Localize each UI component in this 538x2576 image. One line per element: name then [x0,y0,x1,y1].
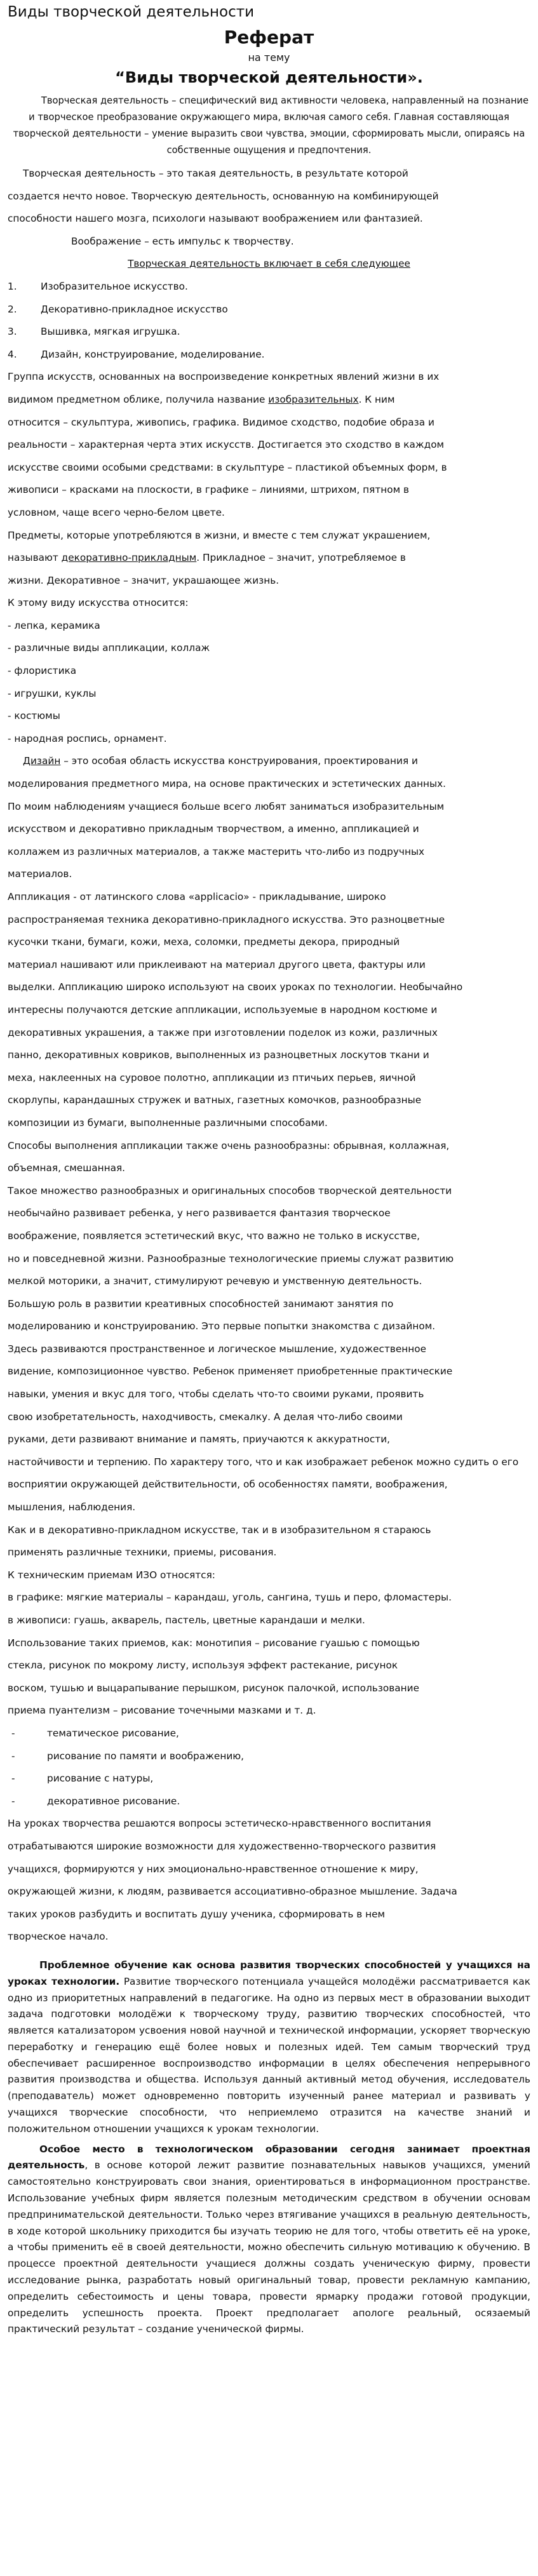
list-item-text: рисование с натуры, [47,1773,154,1785]
list-item-text: тематическое рисование, [47,1727,179,1739]
list-item: - народная роспись, орнамент. [8,732,167,744]
text-line: видение, композиционное чувство. Ребенок применяет приобретенные практические [8,1365,453,1378]
text-line: руками, дети развивают внимание и память, приучаются к аккуратности, [8,1433,391,1446]
text-line: объемная, смешанная. [8,1162,126,1174]
list-dash: - [11,1795,15,1807]
list-dash: - [11,1727,15,1739]
text-line: На уроках творчества решаются вопросы эстетическо-нравственного воспитания [8,1818,431,1830]
list-dash: - [11,1773,15,1785]
list-item-text: декоративное рисование. [47,1795,180,1807]
text-line: мышления, наблюдения. [8,1501,136,1513]
paragraph-imagination: Воображение – есть импульс к творчеству. [71,235,294,247]
text-line: Такое множество разнообразных и оригинальных способов творческой деятельности [8,1184,452,1197]
section-paragraph [8,2142,530,2338]
text-line: искусством и декоративно прикладным творчеством, а именно, аппликацией и [8,823,419,835]
text-line: интересны получаются детские аппликации, используемые в народном костюме и [8,1003,438,1016]
list-number: 2. [8,303,17,315]
text-line: панно, декоративных ковриков, выполненных из разноцветных лоскутов ткани и [8,1049,429,1061]
text-line: искусстве своими особыми средствами: в скульптуре – пластикой объемных форм, в [8,461,447,473]
text-fragment: . Прикладное – значит, употребляемое в [196,552,406,564]
list-item-text: Дизайн, конструирование, моделирование. [41,348,265,360]
document-header: Виды творческой деятельности [8,4,255,20]
text-fragment: – это особая область искусства конструирования, проектирования и [60,755,418,767]
text-line: коллажем из различных материалов, а также мастерить что-либо из подручных [8,845,425,857]
list-item: - игрушки, куклы [8,687,97,699]
list-intro-underlined: Творческая деятельность включает в себя следующее [128,258,410,270]
list-item-text: рисование по памяти и воображению, [47,1750,245,1762]
list-item [8,299,530,321]
section-heading: Проблемное обучение как основа развития творческих способностей у учащихся на уроках технологии. [8,1959,530,1987]
text-line: выделки. Аппликацию широко используют на своих уроках по технологии. Необычайно [8,981,463,993]
paragraph-definition-3: способности нашего мозга, психологи называют воображением или фантазией. [8,213,423,225]
paragraph-definition-2: создается нечто новое. Творческую деятельность, основанную на комбинирующей [8,190,439,202]
list-dash: - [11,1750,15,1762]
subtitle-na-temu: на тему [248,51,290,64]
list-item [8,344,530,366]
section-project-activity [8,2142,530,2338]
text-fragment: . К ним [358,393,395,405]
text-line: воском, тушью и выцарапывание перышком, рисунок палочкой, использование [8,1682,420,1694]
section-problem-learning [8,1957,530,2138]
text-line: Как и в декоративно-прикладном искусстве, так и в изобразительном я стараюсь [8,1524,431,1536]
text-line: моделированию и конструированию. Это первые попытки знакомства с дизайном. [8,1320,436,1332]
section-text: , в основе которой лежит развитие познавательных навыков учащихся, умений самостоятельно конструировать свои знания, ориентироваться в информационном пространстве. Использование учебных фирм является полезным методическим средством в обучении основам предпринимательской деятельности. Только через втягивание учащихся в реальную деятельность, в ходе которой школьнику приходится бы изучать теорию не для того, чтобы ответить её на уроке, а чтобы применить её в своей деятельности, можно обеспечить сильную мотивацию к обучению. В процессе проектной деятельности учащиеся должны создать ученическую фирму, провести исследование рынка, разработать новый оригинальный товар, провести рекламную кампанию, определить себестоимость и цены товара, провести ярмарку продажи готовой продукции, определить успешность проекта. Проект предполагает апологе реальный, осязаемый практический результат – создание ученической фирмы. [8,2159,530,2335]
list-number: 1. [8,280,17,292]
list-number: 3. [8,326,17,338]
section-heading: Особое место в технологическом образовании сегодня занимает проектная деятельность [8,2143,530,2171]
list-item: - различные виды аппликации, коллаж [8,642,210,654]
text-line: таких уроков разбудить и воспитать душу ученика, сформировать в нем [8,1908,386,1920]
text-line: творческое начало. [8,1931,109,1943]
text-line: свою изобретательность, находчивость, смекалку. А делая что-либо своими [8,1411,403,1423]
text-line: но и повседневной жизни. Разнообразные технологические приемы служат развитию [8,1252,454,1265]
paragraph-definition-1: Творческая деятельность – это такая деятельность, в результате которой [23,168,408,179]
section-paragraph [8,1957,530,2138]
text-line: реальности – характерная черта этих искусств. Достигается это сходство в каждом [8,439,445,451]
text-fragment: называют [8,552,62,564]
text-line: Большую роль в развитии креативных способностей занимают занятия по [8,1298,394,1310]
text-line: воображение, появляется эстетический вкус, что важно не только в искусстве, [8,1230,420,1242]
text-line: в графике: мягкие материалы – карандаш, уголь, сангина, тушь и перо, фломастеры. [8,1592,452,1604]
underlined-term: Дизайн [23,755,61,767]
text-line: декоративных украшения, а также при изготовлении поделок из кожи, различных [8,1026,438,1038]
text-line [8,750,530,773]
text-line: Предметы, которые употребляются в жизни, и вместе с тем служат украшением, [8,529,431,541]
text-line: приема пуантелизм – рисование точечными мазками и т. д. [8,1705,316,1717]
text-line: учащихся, формируются у них эмоционально-нравственное отношение к миру, [8,1863,419,1875]
text-line: необычайно развивает ребенка, у него развивается фантазия творческое [8,1207,391,1219]
text-line: меха, наклеенных на суровое полотно, аппликации из птичьих перьев, яичной [8,1071,416,1083]
list-item-text: Декоративно-прикладное искусство [41,303,228,315]
text-line: К техническим приемам ИЗО относятся: [8,1569,215,1581]
text-line: стекла, рисунок по мокрому листу, используя эффект растекание, рисунок [8,1660,398,1672]
list-number: 4. [8,348,17,360]
page-title: “Виды творческой деятельности». [115,69,423,86]
text-line: мелкой моторики, а значит, стимулируют речевую и умственную деятельность. [8,1275,422,1287]
list-item: - флористика [8,665,77,677]
text-line: К этому виду искусства относится: [8,597,189,609]
text-line: навыки, умения и вкус для того, чтобы сделать что-то своими руками, проявить [8,1388,424,1400]
text-line: материал нашивают или приклеивают на материал другого цвета, фактуры или [8,958,426,970]
text-line: Аппликация - от латинского слова «applicacio» - прикладывание, широко [8,891,386,902]
list-item [8,321,530,344]
text-line: окружающей жизни, к людям, развивается ассоциативно-образное мышление. Задача [8,1886,457,1898]
text-line: применять различные техники, приемы, рисования. [8,1546,277,1559]
text-line: Способы выполнения аппликации также очень разнообразны: обрывная, коллажная, [8,1139,450,1151]
list-item [8,276,530,299]
text-fragment: видимом предметном облике, получила название [8,393,269,405]
underlined-term: декоративно-прикладным [61,552,197,564]
text-line [8,389,530,412]
list-item [8,1745,530,1768]
numbered-list [8,276,530,366]
list-item: - лепка, керамика [8,619,100,631]
text-line: отрабатываются широкие возможности для художественно-творческого развития [8,1840,436,1852]
dash-list-kinds [8,615,530,751]
list-item: - костюмы [8,710,60,722]
text-line: скорлупы, карандашных стружек и ватных, газетных комочков, разнообразные [8,1094,422,1106]
text-line: относится – скульптура, живопись, графика. Видимое сходство, подобие образа и [8,416,434,428]
underlined-term: изобразительных [268,393,359,405]
text-line: живописи – красками на плоскости, в графике – линиями, штрихом, пятном в [8,484,410,496]
referat-heading: Реферат [224,27,314,48]
list-item [8,1768,530,1790]
text-line: условном, чаще всего черно-белом цвете. [8,506,225,518]
text-line: материалов. [8,868,72,880]
text-line: в живописи: гуашь, акварель, пастель, цветные карандаши и мелки. [8,1614,365,1626]
intro-paragraph: Творческая деятельность – специфический вид активности человека, направленный на познание и творческое преобразование окружающего мира, включая самого себя. Главная составляющая творческой деятельности – умение выразить свои чувства, эмоции, сформировать мысли, опираясь на собственные ощущения и предпочтения. [13,95,529,156]
section-text: Развитие творческого потенциала учащейся молодёжи рассматривается как одно из приоритетных направлений в педагогике. На одно из первых мест в образовании выходит задача подготовки молодёжи к творческому труду, развитию творческих способностей, что является катализатором усвоения новой научной и технической информации, ускоряет творческую переработку и генерацию ещё более новых и полезных идей. Тем самым творческий труд обеспечивает расширенное воспроизводство информации в целях обеспечения непрерывного развития производства и общества. Используя данный активный метод обучения, исследователь (преподаватель) может одновременно повторить изученный ранее материал и развивать у учащихся творческие способности, что неприемлемо отразится на качестве знаний и положительном отношении учащихся к урокам технологии. [8,1975,530,2135]
text-line: композиции из бумаги, выполненные различными способами. [8,1117,328,1129]
list-item [8,1790,530,1813]
list-item-text: Вышивка, мягкая игрушка. [41,326,180,338]
text-line: Здесь развиваются пространственное и логическое мышление, художественное [8,1343,427,1355]
text-line: Группа искусств, основанных на воспроизведение конкретных явлений жизни в их [8,371,440,383]
text-line: По моим наблюдениям учащиеся больше всего любят заниматься изобразительным [8,800,445,812]
text-line: моделирования предметного мира, на основе практических и эстетических данных. [8,778,447,790]
dash-list-drawing-types [8,1722,530,1813]
text-line: распространяемая техника декоративно-прикладного искусства. Это разноцветные [8,913,445,925]
text-line: жизни. Декоративное – значит, украшающее жизнь. [8,574,279,586]
text-line: кусочки ткани, бумаги, кожи, меха, соломки, предметы декора, природный [8,936,400,948]
text-line [8,547,530,570]
text-line: настойчивости и терпению. По характеру того, что и как изображает ребенок можно судить о его [8,1456,519,1468]
text-line: Использование таких приемов, как: монотипия – рисование гуашью с помощью [8,1637,420,1649]
text-line: восприятии окружающей действительности, об особенностях памяти, воображения, [8,1479,448,1491]
list-item-text: Изобразительное искусство. [41,280,188,292]
list-item [8,1722,530,1745]
